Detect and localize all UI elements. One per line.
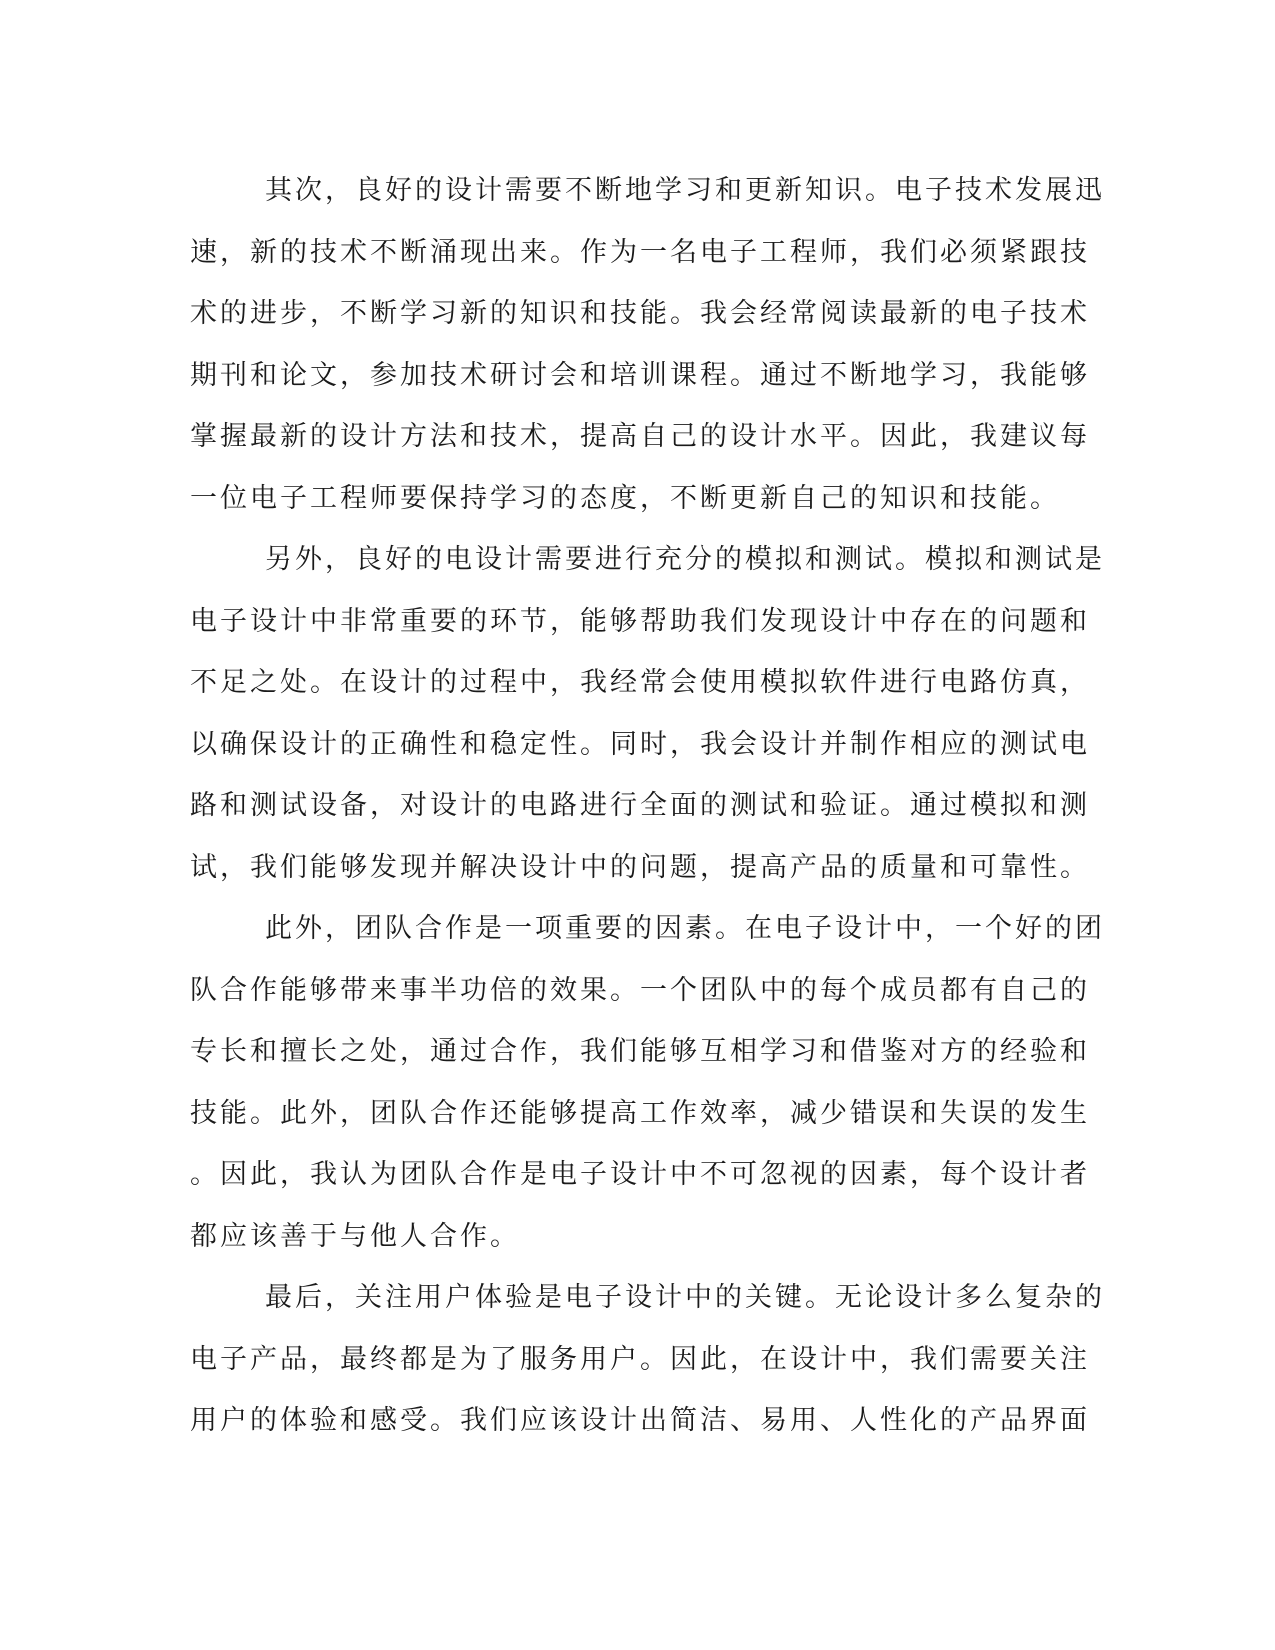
text-line: 一位电子工程师要保持学习的态度，不断更新自己的知识和技能。 bbox=[190, 482, 1060, 514]
text-line: 试，我们能够发现并解决设计中的问题，提高产品的质量和可靠性。 bbox=[190, 851, 1090, 883]
text-line: 电子设计中非常重要的环节，能够帮助我们发现设计中存在的问题和 bbox=[190, 605, 1090, 637]
text-line: 速，新的技术不断涌现出来。作为一名电子工程师，我们必须紧跟技 bbox=[190, 236, 1090, 268]
text-line: 。因此，我认为团队合作是电子设计中不可忽视的因素，每个设计者 bbox=[190, 1159, 1090, 1190]
text-line: 以确保设计的正确性和稳定性。同时，我会设计并制作相应的测试电 bbox=[190, 728, 1090, 760]
text-line: 不足之处。在设计的过程中，我经常会使用模拟软件进行电路仿真， bbox=[190, 667, 1090, 698]
text-line: 术的进步，不断学习新的知识和技能。我会经常阅读最新的电子技术 bbox=[190, 298, 1090, 329]
text-line: 最后，关注用户体验是电子设计中的关键。无论设计多么复杂的 bbox=[265, 1282, 1105, 1313]
text-line: 期刊和论文，参加技术研讨会和培训课程。通过不断地学习，我能够 bbox=[190, 359, 1090, 391]
text-line: 队合作能够带来事半功倍的效果。一个团队中的每个成员都有自己的 bbox=[190, 974, 1090, 1006]
text-line: 路和测试设备，对设计的电路进行全面的测试和验证。通过模拟和测 bbox=[190, 790, 1090, 821]
text-line: 电子产品，最终都是为了服务用户。因此，在设计中，我们需要关注 bbox=[190, 1343, 1090, 1375]
text-line: 用户的体验和感受。我们应该设计出简洁、易用、人性化的产品界面 bbox=[190, 1405, 1090, 1436]
text-line: 技能。此外，团队合作还能够提高工作效率，减少错误和失误的发生 bbox=[190, 1097, 1090, 1129]
text-line: 另外，良好的电设计需要进行充分的模拟和测试。模拟和测试是 bbox=[265, 544, 1105, 575]
text-line: 此外，团队合作是一项重要的因素。在电子设计中，一个好的团 bbox=[265, 913, 1105, 944]
text-line: 其次，良好的设计需要不断地学习和更新知识。电子技术发展迅 bbox=[265, 175, 1105, 206]
text-line: 都应该善于与他人合作。 bbox=[190, 1220, 520, 1252]
body-text bbox=[190, 160, 1105, 1452]
text-line: 掌握最新的设计方法和技术，提高自己的设计水平。因此，我建议每 bbox=[190, 421, 1090, 452]
text-line: 专长和擅长之处，通过合作，我们能够互相学习和借鉴对方的经验和 bbox=[190, 1036, 1090, 1067]
